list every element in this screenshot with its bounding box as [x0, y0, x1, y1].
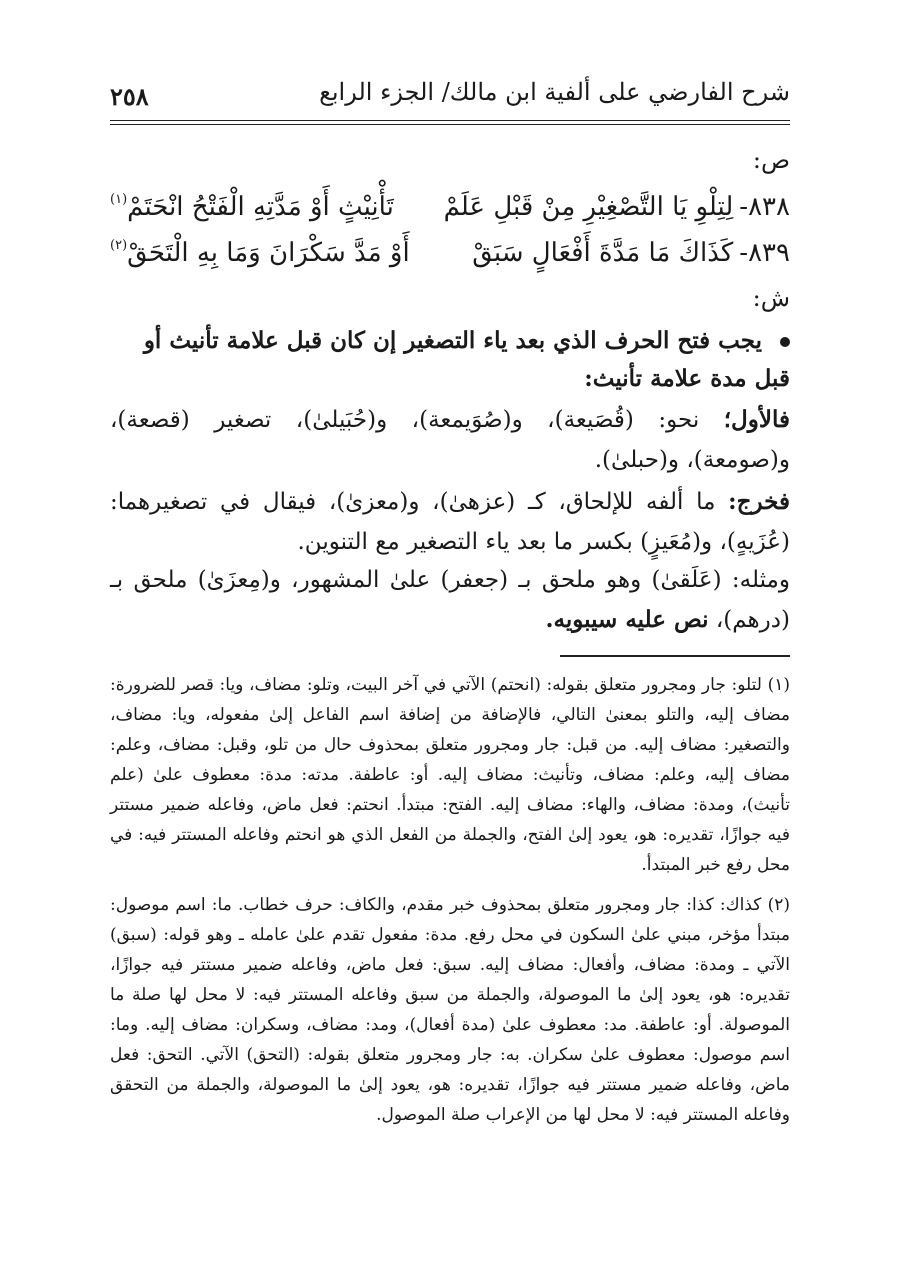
shin-label: ش:	[752, 284, 790, 312]
verse-838	[110, 192, 790, 222]
verse-838-second-hemistich: تَأْنِيْثٍ أَوْ مَدَّتِهِ الْفَتْحُ انْحَتَمْ$^{(١)}$	[110, 192, 394, 222]
verse-839	[110, 238, 790, 268]
verse-839-number: ٨٣٩-	[739, 238, 790, 268]
footnote-2-text: كذاك: كذا: جار ومجرور متعلق بمحذوف خبر مقدم، والكاف: حرف خطاب. ما: اسم موصول: مبتدأ مؤخر، مبني علىٰ السكون في محل رفع. مدة: مفعول تقدم علىٰ عامله ـ وهو قوله: (سبق) الآتي ـ ومدة: مضاف، وأفعال: مضاف إليه. سبق: فعل ماض، وفاعله ضمير مستتر فيه جوازًا، تقديره: هو، يعود إلىٰ ما الموصولة، والجملة من سبق وفاعله المستتر فيه: لا محل لها صلة ما الموصولة. أو: عاطفة. مد: معطوف علىٰ (مدة أفعال)، ومد: مضاف، وسكران: مضاف إليه. وما: اسم موصول: معطوف علىٰ سكران. به: جار ومجرور متعلق بقوله: (التحق) الآتي. التحق: فعل ماض، وفاعله ضمير مستتر فيه جوازًا، تقديره: هو، يعود إلىٰ ما الموصولة، والجملة من التحقق وفاعله المستتر فيه: لا محل لها من الإعراب صلة الموصول.	[110, 895, 790, 1125]
footnote-ref-2[interactable]: (٢)	[110, 238, 128, 253]
verse-839-second-hemistich: أَوْ مَدَّ سَكْرَانَ وَمَا بِهِ الْتَحَقْ$^{(٢)}$	[110, 238, 410, 268]
footnote-2	[110, 890, 790, 1130]
footnote-separator	[560, 655, 790, 657]
header-divider	[110, 120, 790, 121]
footnote-1-number: (١)	[767, 675, 790, 695]
verse-839-first-hemistich: ٨٣٩-كَذَاكَ مَا مَدَّةَ أَفْعَالٍ سَبَقْ	[472, 238, 790, 268]
verse-838-number: ٨٣٨-	[739, 192, 790, 222]
paragraph-third: ومثله: (عَلَقىٰ) وهو ملحق بـ (جعفر) علىٰ المشهور، و(مِعزَىٰ) ملحق بـ (درهم)، نص عليه سيبويه.	[110, 567, 790, 633]
footnote-ref-1[interactable]: (١)	[110, 192, 128, 207]
footnote-2-number: (٢)	[767, 895, 790, 915]
verse-838-first-hemistich: ٨٣٨-لِتِلْوِ يَا التَّصْغِيْرِ مِنْ قَبْلِ عَلَمْ	[443, 192, 790, 222]
rule-bullet: يجب فتح الحرف الذي بعد ياء التصغير إن كان قبل علامة تأنيث أو قبل مدة علامة تأنيث:	[143, 327, 790, 392]
paragraph-second: فخرج: ما ألفه للإلحاق، كـ (عزهىٰ)، و(معزىٰ)، فيقال في تصغيرهما: (عُزَيهٍ)، و(مُعَيزٍ) بكسر ما بعد ياء التصغير مع التنوين.	[110, 488, 790, 555]
bullet-icon	[780, 337, 790, 347]
sad-label: ص:	[752, 146, 790, 174]
running-header	[110, 76, 790, 116]
page-number: ٢٥٨	[110, 82, 149, 111]
paragraph-first: فالأول؛ نحو: (قُصَيعة)، و(صُوَيمعة)، و(حُبَيلىٰ)، تصغير (قصعة)، و(صومعة)، و(حبلىٰ).	[110, 406, 790, 473]
footnote-1	[110, 670, 790, 880]
header-title: شرح الفارضي على ألفية ابن مالك/ الجزء الرابع	[319, 78, 790, 106]
header-divider-second	[110, 124, 790, 125]
footnote-1-text: لتلو: جار ومجرور متعلق بقوله: (انحتم) الآتي في آخر البيت، وتلو: مضاف، ويا: قصر للضرورة: مضاف إليه، والتلو بمعنىٰ التالي، فالإضافة من إضافة اسم الفاعل إلىٰ مفعوله، ويا: مضاف، والتصغير: مضاف إليه. من قبل: جار ومجرور متعلق بمحذوف حال من تلو، وقبل: مضاف، وعلم: مضاف إليه، وعلم: مضاف، وتأنيث: مضاف إليه. أو: عاطفة. مدته: مدة: معطوف علىٰ (علم تأنيث)، ومدة: مضاف، والهاء: مضاف إليه. الفتح: مبتدأ. انحتم: فعل ماض، وفاعله ضمير مستتر فيه جوازًا، تقديره: هو، يعود إلىٰ الفتح، والجملة من الفعل الذي هو انحتم وفاعله المستتر فيه: في محل رفع خبر المبتدأ.	[110, 675, 790, 875]
